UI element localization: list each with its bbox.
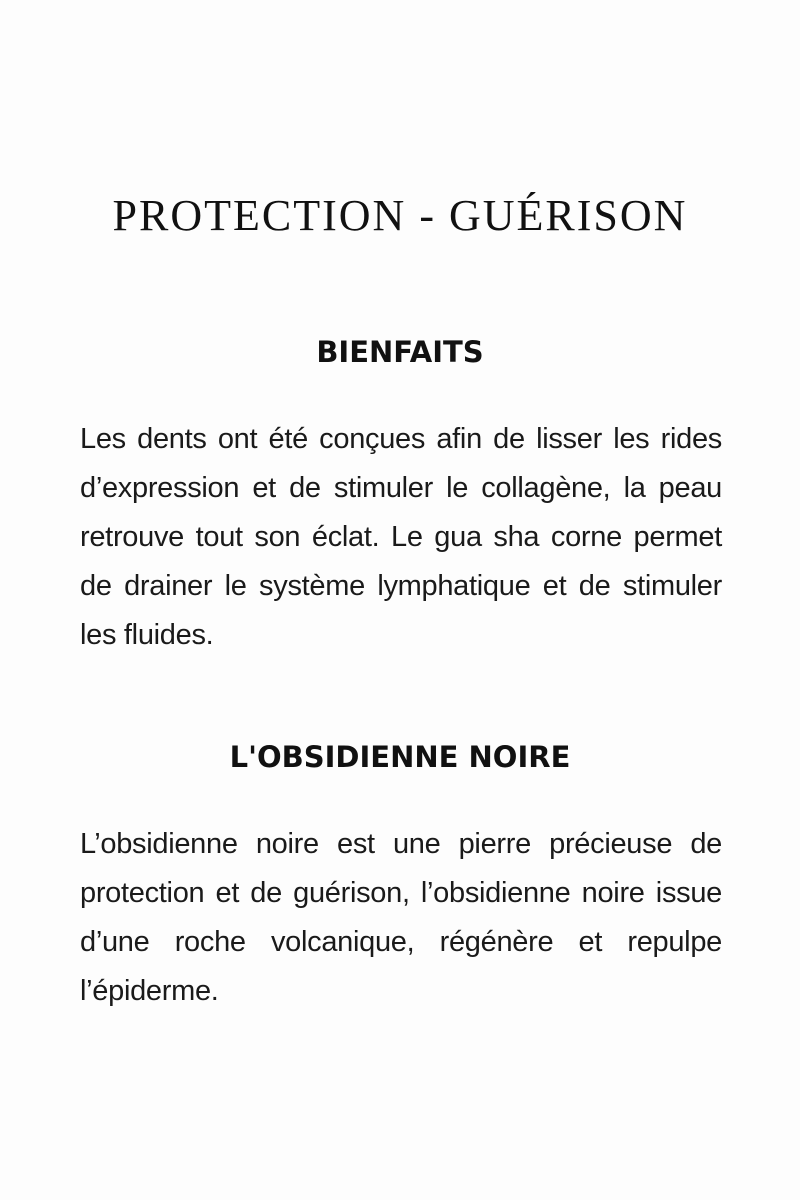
page-title: PROTECTION - GUÉRISON [112, 191, 688, 240]
section-heading-bienfaits: BIENFAITS [316, 335, 484, 369]
section-body-bienfaits: Les dents ont été conçues afin de lisser les rides d’expression et de stimuler le collagène, la peau retrouve tout son éclat. Le gua sha corne permet de drainer le système lymphatique et de stimuler les fluides. [80, 423, 722, 651]
section-body-obsidienne-noire: L’obsidienne noire est une pierre précieuse de protection et de guérison, l’obsidienne noire issue d’une roche volcanique, régénère et repulpe l’épiderme. [80, 828, 722, 1007]
section-heading-obsidienne-noire: L'OBSIDIENNE NOIRE [229, 740, 571, 774]
